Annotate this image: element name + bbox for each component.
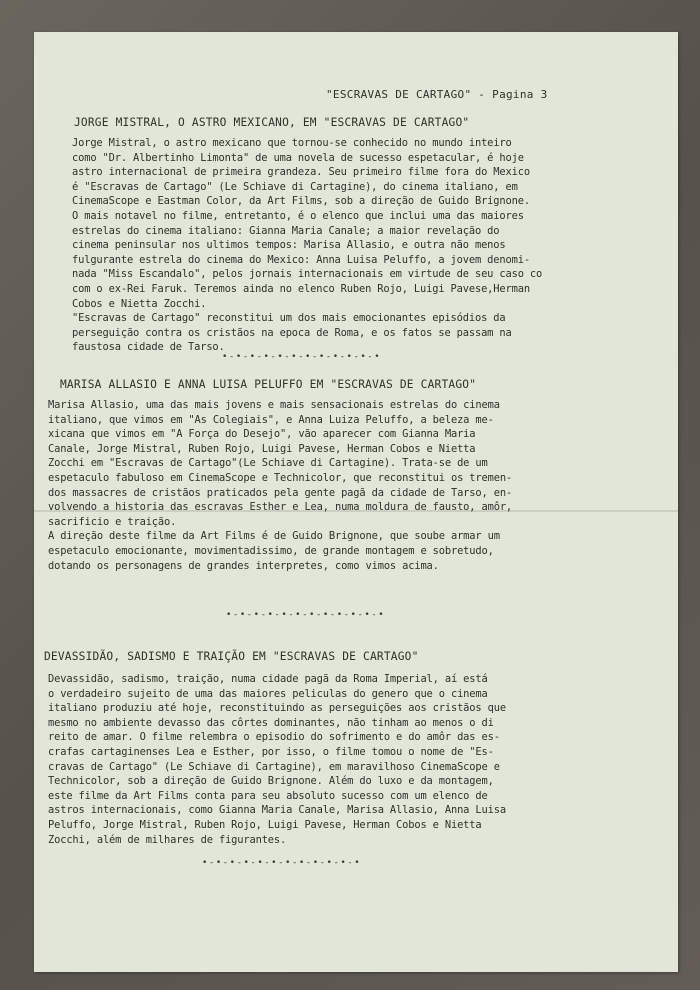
separator-3: •-•-•-•-•-•-•-•-•-•-•-• xyxy=(202,858,362,868)
section-1-heading: JORGE MISTRAL, O ASTRO MEXICANO, EM "ESCRAVAS DE CARTAGO" xyxy=(74,116,470,129)
section-3-heading: DEVASSIDÃO, SADISMO E TRAIÇÃO EM "ESCRAVAS DE CARTAGO" xyxy=(44,650,419,663)
section-1-body: Jorge Mistral, o astro mexicano que tornou-se conhecido no mundo inteiro como "Dr. Albertinho Limonta" de uma novela de sucesso espetacular, é hoje astro internacional de primeira grandeza. Seu primeiro filme fora do Mexico é "Escravas de Cartago" (Le Schiave di Cartagine), do cinema italiano, em CinemaScope e Eastman Color, da Art Films, sob a direção de Guido Brignone. O mais notavel no filme, entretanto, é o elenco que inclui uma das maiores estrelas do cinema italiano: Gianna Maria Canale; a maior revelação do cinema peninsular nos ultimos tempos: Marisa Allasio, e outra não menos fulgurante estrela do cinema do Mexico: Anna Luisa Peluffo, a jovem denomi- nada "Miss Escandalo", pelos jornais internacionais em virtude de seu caso co com o ex-Rei Faruk. Teremos ainda no elenco Ruben Rojo, Luigi Pavese,Herman Cobos e Nietta Zocchi. "Escravas de Cartago" reconstitui um dos mais emocionantes episódios da perseguição contra os cristãos na epoca de Roma, e os fatos se passam na faustosa cidade de Tarso. xyxy=(72,137,543,354)
section-3-body: Devassidão, sadismo, traição, numa cidade pagã da Roma Imperial, aí está o verdadeiro sujeito de uma das maiores peliculas do genero que o cinema italiano produziu até hoje, reconstituindo as perseguições aos cristãos que mesmo no ambiente devasso das côrtes dominantes, não tinham ao menos o di reito de amar. O filme relembra o episodio do sofrimento e do amôr das es- crafas cartaginenses Lea e Esther, por isso, o filme tomou o nome de "Es- cravas de Cartago" (Le Schiave di Cartagine), em maravilhoso CinemaScope e Technicolor, sob a direção de Guido Brignone. Além do luxo e da montagem, este filme da Art Films conta para seu absoluto sucesso com um elenco de astros internacionais, como Gianna Maria Canale, Marisa Allasio, Anna Luisa Peluffo, Jorge Mistral, Ruben Rojo, Luigi Pavese, Herman Cobos e Nietta Zocchi, além de milhares de figurantes. xyxy=(48,673,506,846)
section-2-heading: MARISA ALLASIO E ANNA LUISA PELUFFO EM "ESCRAVAS DE CARTAGO" xyxy=(60,378,477,391)
page-header: "ESCRAVAS DE CARTAGO" - Pagina 3 xyxy=(326,88,548,101)
section-2-body: Marisa Allasio, uma das mais jovens e mais sensacionais estrelas do cinema italiano, que vimos em "As Colegiais", e Anna Luiza Peluffo, a beleza me- xicana que vimos em "A Força do Desejo", vão aparecer com Gianna Maria Canale, Jorge Mistral, Ruben Rojo, Luigi Pavese, Herman Cobos e Nietta Zocchi em "Escravas de Cartago"(Le Schiave di Cartagine). Trata-se de um espetaculo fabuloso em CinemaScope e Technicolor, que reconstitui os tremen- dos massacres de cristãos praticados pela gente pagã da cidade de Tarso, en- volvendo a historia das escravas Esther e Lea, numa moldura de fausto, amôr, sacrificio e traição. A direção deste filme da Art Films é de Guido Brignone, que soube armar um espetaculo emocionante, movimentadissimo, de grande montagem e sobretudo, dotando os personagens de grandes interpretes, como vimos acima. xyxy=(48,399,513,572)
separator-2: •-•-•-•-•-•-•-•-•-•-•-• xyxy=(226,610,386,620)
separator-1: •-•-•-•-•-•-•-•-•-•-•-• xyxy=(222,352,382,362)
typed-sheet xyxy=(34,32,678,972)
